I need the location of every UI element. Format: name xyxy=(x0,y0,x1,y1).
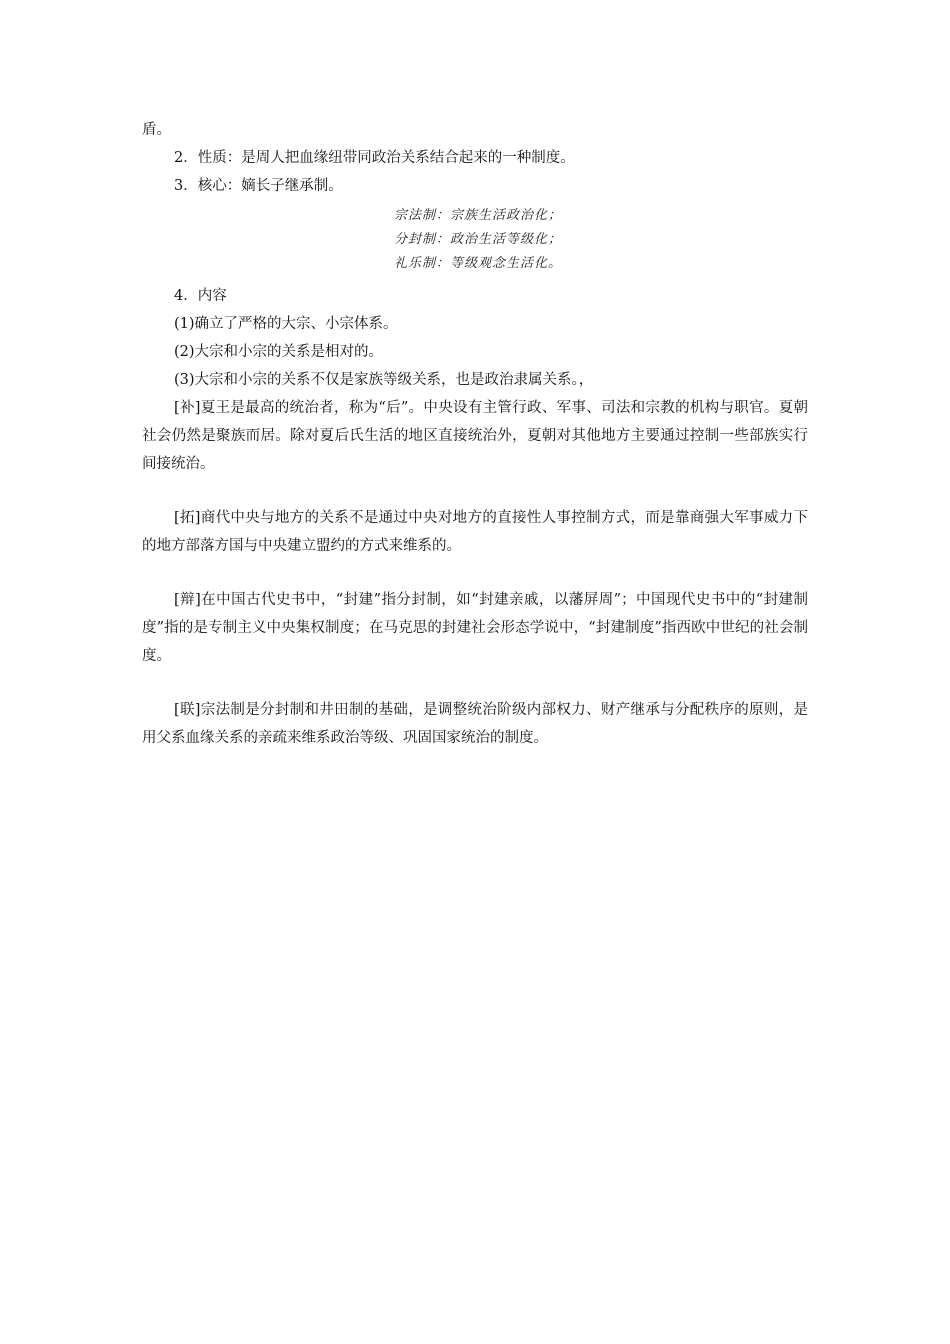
core-line: 3．核心：嫡长子继承制。 xyxy=(174,178,343,194)
handwritten-note xyxy=(394,204,808,276)
content-heading: 4．内容 xyxy=(174,288,227,304)
nature-line: 2．性质：是周人把血缘纽带同政治关系结合起来的一种制度。 xyxy=(174,150,575,166)
content-item-3: (3)大宗和小宗的关系不仅是家族等级关系，也是政治隶属关系。， xyxy=(174,372,594,388)
spacer xyxy=(142,560,808,586)
note-bian: [辩]在中国古代史书中，“封建”指分封制，如“封建亲戚，以藩屏周”；中国现代史书中的“封建制度”指的是专制主义中央集权制度；在马克思的封建社会形态学说中，“封建制度”指西欧中世纪的社会制度。 xyxy=(142,592,808,664)
note-lian: [联]宗法制是分封制和井田制的基础，是调整统治阶级内部权力、财产继承与分配秩序的原则，是用父系血缘关系的亲疏来维系政治等级、巩固国家统治的制度。 xyxy=(142,702,808,746)
handwritten-line-3: 礼乐制：等级观念生活化。 xyxy=(394,256,563,271)
note-tuo: [拓]商代中央与地方的关系不是通过中央对地方的直接性人事控制方式，而是靠商强大军事威力下的地方部落方国与中央建立盟约的方式来维系的。 xyxy=(142,510,808,554)
content-item-2: (2)大宗和小宗的关系是相对的。 xyxy=(174,344,384,360)
handwritten-line-1: 宗法制：宗族生活政治化； xyxy=(394,208,563,223)
continued-text: 盾。 xyxy=(142,122,171,138)
document-body xyxy=(142,116,808,752)
content-item-1: (1)确立了严格的大宗、小宗体系。 xyxy=(174,316,398,332)
spacer xyxy=(142,478,808,504)
handwritten-line-2: 分封制：政治生活等级化； xyxy=(394,232,563,247)
spacer xyxy=(142,670,808,696)
note-bu: [补]夏王是最高的统治者，称为“后”。中央设有主管行政、军事、司法和宗教的机构与职官。夏朝社会仍然是聚族而居。除对夏后氏生活的地区直接统治外，夏朝对其他地方主要通过控制一些部族实行间接统治。 xyxy=(142,400,808,472)
